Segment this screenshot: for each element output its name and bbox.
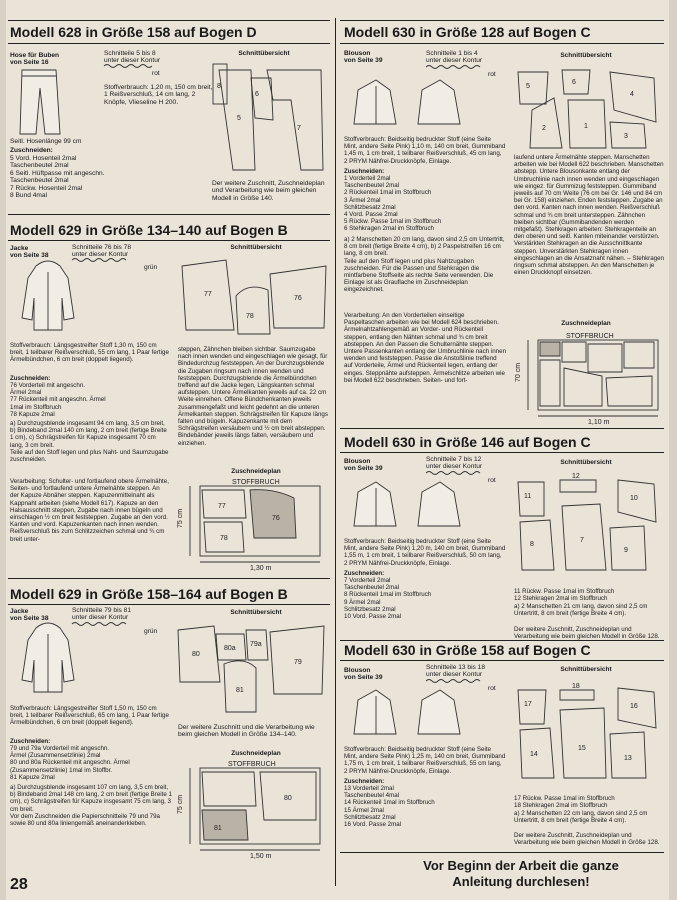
rule-630b-end <box>340 640 664 641</box>
rule-629b <box>8 604 330 605</box>
dim-height: 75 cm <box>177 794 184 814</box>
zuschneiden-cont-630c <box>514 795 664 809</box>
cut-item: Ärmel (Zusammensetzlinie) 2mal <box>10 752 101 760</box>
verarbeitung-cont-629a: steppen, Zähnchen bleiben sichtbar. Saumzugabe nach innen wenden und eingeschlagen wie gesagt, für Bindedurchzug feststeppen. An der Durchzugsblende die Zugaben ringsum nach innen wenden und feststeppen. Durchzugsblende die Ärmelbündchen treffend auf die Jacke legen, Längskanten schmal aufsteppen. Untere Ärmelkanten jeweils auf ca. 22 cm Weite einreihen. Offene Bündchenkanten jeweils zusammengefaßt und leicht gedehnt an die unteren Ärmelkanten steppen. Schrägstreifen für Kapuze längs falten und bügeln. Kapuzenkante mit dem Schrägstreifen versäubern und ½ cm breit absteppen. Bindebänder jeweils längs falten, versäubern und einziehen. <box>178 346 328 447</box>
pattern-instructions-page <box>6 0 669 900</box>
rule-630a-end <box>340 428 664 429</box>
rule-630c <box>340 660 664 661</box>
cut-item: Schlitzbesatz 2mal <box>344 813 396 821</box>
verarbeitung-630a: Verarbeitung: An den Vorderteilen einseitige Paspeltaschen arbeiten wie bei Modell 624 beschrieben. Ärmelnahtzahlengemäß an Vorder- und Rückenteil steppen, entlang den Nähten schmal und ¾ cm breit absteppen. An den Passen die Schulternähte steppen. Untere Passenkanten entlang der Umbruchlinie nach innen wenden und feststeppen. Passe die Anstoßlinie treffend auf Vorderteile, Ärmel und Rückenteil legen, entlang der einges. Steppnähte aufsteppen. Ärmelschlitze arbeiten wie bei Modell 622 beschrieben. Seiten- und fort- <box>344 312 507 384</box>
cut-item: 78 Kapuze 2mal <box>10 410 55 418</box>
extra-629a: a) Durchzugsblende insgesamt 94 cm lang, 3,5 cm breit, b) Bindeband 2mal 140 cm lang, 2 cm breit (fertige Breite 1 cm), c) Schrägstreifen für Kapuze insgesamt 70 cm lang, 3 cm breit. Teile auf den Stoff legen und plus Naht- und Saumzugabe zuschneiden. <box>10 420 169 464</box>
header-630b: Modell 630 in Größe 146 auf Bogen C <box>344 434 591 450</box>
zuschneiden-list-629a <box>10 382 170 418</box>
header-630a: Modell 630 in Größe 128 auf Bogen C <box>344 24 591 40</box>
zuschneiden-cont-630b <box>514 588 664 602</box>
piece-label: 3 <box>624 133 628 140</box>
cut-item: 1 Vorderteil 2mal <box>344 175 391 182</box>
cut-item: 12 Stehkragen 2mal im Stoffbruch <box>514 595 608 603</box>
piece-label: 15 <box>578 745 586 752</box>
piece-label: 76 <box>294 295 302 302</box>
verarbeitung-cont-630a: laufend untere Ärmelnähte steppen. Manschetten arbeiten wie bei Modell 622 beschrieben. Manschetten abstepp. Untere Blousonkante entlang der Umbruchlinie nach innen wenden und eingeschlagen wie eingez. für Gummizug feststeppen. Gummiband jeweils auf 70 cm Weite (76 cm bei Gr. 146 und 84 cm bei Gr. 158) einziehen. Enden feststeppen. Zugabe an den vord. Kanten nach innen wenden. Reißverschluß schmal und ¾ cm breit untersteppen. Zähnchen bleiben sichtbar (Gummibandenden werden mitgefaßt). Stehkragen arbeiten: Stehkragenteile an den oberen und seitl. Kanten miteinander verstürzen. Verstärkten Stehkragen an die Ausschnittkante steppen. Unverstärkten Stehkragen innen eingeschlagen an die Ansatznaht nähen. – Stehkragen ringsum schmal absteppen. An den Manschetten je einen Druckknopf einsetzen. <box>514 154 664 277</box>
blouson-illustration-630a <box>348 76 498 136</box>
cut-item: 3 Ärmel 2mal <box>344 196 381 204</box>
cut-item: 15 Ärmel 2mal <box>344 806 384 814</box>
blouson-illustration-630c <box>348 688 498 744</box>
note-628: Der weitere Zuschnitt, Zuschneideplan und Verarbeitung wie beim gleichen Modell in Größe 140. <box>212 180 325 202</box>
stoffbruch-label: STOFFBRUCH <box>566 333 614 340</box>
cut-item: (Zusammensetzlinie) 1mal im Stoffbr. <box>10 766 113 774</box>
top-rule-630a <box>340 20 664 21</box>
cut-item: 2 Rückenteil 1mal im Stoffbruch <box>344 189 432 197</box>
color-628: rot <box>152 70 160 77</box>
rule-628-end <box>8 214 330 215</box>
cut-item: Schlitzbesatz 2mal <box>344 203 396 211</box>
zuschneideplan-630a <box>515 332 662 426</box>
cut-item: 7 Rückw. Hosenteil 2mal <box>10 184 83 192</box>
cut-item: Taschenbeutel 2mal <box>344 584 400 592</box>
dim-width: 1,30 m <box>250 565 272 572</box>
cut-item: 8 Rückenteil 1mal im Stoffbruch <box>344 591 432 599</box>
cut-item: 76 Vorderteil mit angeschn. <box>10 382 85 389</box>
piece-label: 5 <box>526 83 530 90</box>
piece-label: 4 <box>630 91 634 98</box>
source-630b: Blouson von Seite 39 <box>344 458 383 473</box>
stoff-630a: Stoffverbrauch: Beidseitig bedruckter Stoff (eine Seite Mint, andere Seite Pink) 1,10 m, 140 cm breit, Gummiband 1,45 m, 1 cm breit, 1 teilbarer Reißverschluß, 45 cm lang, 2 PRYM Nähfrei-Druckknöpfe, Einlage. <box>344 136 506 165</box>
schnitt-title-630c: Schnittübersicht <box>560 666 612 673</box>
cut-item: 81 Kapuze 2mal <box>10 773 55 781</box>
verarbeitung-629a: Verarbeitung: Schulter- und fortlaufend obere Ärmelnähte, Seiten- und fortlaufend untere Ärmelnähte steppen. An der Kapuze Abnäher steppen. Kapuzenmittelnaht als Kappnaht arbeiten (siehe Modell 617). Kapuze an den Halsausschnitt steppen, Zugabe nach innen bügeln und einschlagen ½ cm breit feststeppen. Zugabe an den vord. Kanten und vord. Kapuzenkanten nach innen wenden. Reißverschluß bis zum Schlitzzeichen schmal und ¾ cm breit unter- <box>10 478 169 543</box>
piece-label: 13 <box>624 755 632 762</box>
piece-label: 10 <box>630 495 638 502</box>
piece-label: 76 <box>272 515 280 522</box>
top-rule-628 <box>8 20 330 21</box>
cut-item: 4 Vord. Passe 2mal <box>344 211 398 219</box>
schnitt-diagram-629a <box>178 256 330 346</box>
jacket-illustration-629b <box>18 620 78 700</box>
zuschneideplan-629b <box>177 760 324 860</box>
cut-item: 8 Bund 4mal <box>10 192 48 200</box>
dim-height: 75 cm <box>177 508 184 528</box>
piece-label: 11 <box>524 493 532 500</box>
zuschneiden-title-630b: Zuschneiden: <box>344 570 385 577</box>
zuschneideplan-629a <box>177 478 324 572</box>
piece-label: 2 <box>542 125 546 132</box>
zuschneiden-title-630a: Zuschneiden: <box>344 168 385 175</box>
schnitt-diagram-628 <box>211 60 329 178</box>
plan-title-630a: Zuschneideplan <box>561 320 611 327</box>
header-628: Modell 628 in Größe 158 auf Bogen D <box>10 24 257 40</box>
cut-item: Schlitzbesatz 2mal <box>344 605 396 613</box>
rule-629a <box>8 240 330 241</box>
cut-item: 17 Rückw. Passe 1mal im Stoffbruch <box>514 795 615 802</box>
piece-label: 18 <box>572 683 580 690</box>
cut-item: 9 Ärmel 2mal <box>344 598 381 606</box>
cut-item: 80 und 80a Rückenteil mit angeschn. Ärmel <box>10 759 130 767</box>
schnitt-title-629b: Schnittübersicht <box>230 609 282 616</box>
zuschneiden-list-630a <box>344 175 506 233</box>
cut-item: Taschenbeutel 2mal <box>10 162 69 170</box>
schnitt-diagram-630a <box>514 64 664 154</box>
cut-note-629a: Schnitteile 76 bis 78 unter dieser Kontur <box>72 244 132 259</box>
extra-630a: a) 2 Manschetten 20 cm lang, davon sind 2,5 cm Untertritt, 8 cm breit (fertige Breite 4 cm), b) 2 Paspelstreifen 16 cm lang, 8 cm breit. Teile auf den Stoff legen und plus Nahtzugaben zuschneiden. Für die Passen und Stehkragen die mintfarbene Stoffseite als rechte Seite verwenden. Die Einlage ist als Grauflache im Zuschneideplan eingezeichnet. <box>344 236 505 294</box>
rule-630a <box>340 43 664 44</box>
source-629b: Jacke von Seite 38 <box>10 608 49 623</box>
piece-label: 6 <box>255 91 259 98</box>
cut-note-630a: Schnitteile 1 bis 4 unter dieser Kontur <box>426 50 483 65</box>
stoffbruch-label: STOFFBRUCH <box>228 761 276 768</box>
piece-label: 81 <box>236 687 244 694</box>
piece-label: 6 <box>572 79 576 86</box>
contour-wave-630a <box>426 64 521 72</box>
stoffbruch-label: STOFFBRUCH <box>232 479 280 486</box>
cut-item: 11 Rückw. Passe 1mal im Stoffbruch <box>514 588 615 595</box>
cut-item: 77 Rückenteil mit angeschn. Ärmel <box>10 396 106 404</box>
piece-label: 81 <box>214 825 222 832</box>
color-630b: rot <box>488 477 496 484</box>
cut-item: 7 Vorderteil 2mal <box>344 577 391 584</box>
piece-label: 9 <box>624 547 628 554</box>
color-630a: rot <box>488 71 496 78</box>
cut-item: 6 Stehkragen 2mal im Stoffbruch <box>344 225 434 233</box>
zuschneiden-title-630c: Zuschneiden: <box>344 778 385 785</box>
cut-item: 16 Vord. Passe 2mal <box>344 821 402 829</box>
cut-note-628: Schnitteile 5 bis 8 unter dieser Kontur <box>104 50 161 65</box>
cut-item: 5 Vord. Hosenteil 2mal <box>10 155 77 162</box>
note-630c: Der weitere Zuschnitt, Zuschneideplan und Verarbeitung wie beim gleichen Modell in Größe 128. <box>514 832 660 847</box>
stoff-629a: Stoffverbrauch: Längsgestreifter Stoff 1,30 m, 150 cm breit, 1 teilbarer Reißverschluß, 55 cm lang, 1 Paar fertige Ärmelbündchen, 6 cm breit (doppelt liegend). <box>10 342 169 364</box>
piece-label: 5 <box>237 115 241 122</box>
cut-note-629b: Schnitteile 79 bis 81 unter dieser Kontur <box>72 607 132 622</box>
piece-label: 80 <box>284 795 292 802</box>
cut-note-630c: Schnitteile 13 bis 18 unter dieser Kontur <box>426 664 486 679</box>
page-number: 28 <box>10 876 28 893</box>
piece-label: 79a <box>250 641 262 648</box>
piece-label: 77 <box>204 291 212 298</box>
rule-629a-end <box>8 578 330 579</box>
source-628: Hose für Buben von Seite 16 <box>10 52 60 67</box>
column-divider <box>335 18 336 886</box>
source-629a: Jacke von Seite 38 <box>10 245 49 260</box>
piece-label: 79 <box>294 659 302 666</box>
color-630c: rot <box>488 685 496 692</box>
schnitt-diagram-630b <box>514 472 664 576</box>
zuschneiden-title-629b: Zuschneiden: <box>10 738 51 745</box>
piece-label: 7 <box>297 125 301 132</box>
zuschneiden-title-628: Zuschneiden: <box>10 147 53 154</box>
schnitt-title-629a: Schnittübersicht <box>230 244 282 251</box>
source-630a: Blouson von Seite 39 <box>344 50 383 65</box>
color-629a: grün <box>144 264 158 271</box>
cut-item: 1mal im Stoffbruch <box>10 403 62 411</box>
stoff-630b: Stoffverbrauch: Beidseitig bedruckter Stoff (eine Seite Mint, andere Seite Pink) 1,20 m, 140 cm breit, Gummiband 1,55 m, 1 cm breit, 1 teilbarer Reißverschluß, 50 cm lang, 2 PRYM Nähfrei-Druckknöpfe, Einlage. <box>344 538 506 567</box>
rule-630c-end <box>340 852 664 853</box>
contour-wave-630c <box>426 678 521 686</box>
stoff-630c: Stoffverbrauch: Beidseitig bedruckter Stoff (eine Seite Mint, andere Seite Pink) 1,25 m, 140 cm breit, Gummiband 1,75 m, 1 cm breit, 1 teilbarer Reißverschluß, 55 cm lang, 2 PRYM Nähfrei-Druckknöpfe, Einlage. <box>344 746 506 775</box>
piece-label: 78 <box>220 535 228 542</box>
stoff-629b: Stoffverbrauch: Längsgestreifter Stoff 1,50 m, 150 cm breit, 1 teilbarer Reißverschluß, 65 cm lang, 1 Paar fertige Ärmelbündchen, 6 cm breit (doppelt liegend). <box>10 705 169 727</box>
schnitt-title-628: Schnittübersicht <box>238 50 290 57</box>
header-629a: Modell 629 in Größe 134–140 auf Bogen B <box>10 222 288 238</box>
color-629b: grün <box>144 628 158 635</box>
extra-630c: a) 2 Manschetten 22 cm lang, davon sind 2,5 cm Untertritt, 8 cm breit (fertige Breite 4 cm). <box>514 810 648 825</box>
cut-item: Taschenbeutel 4mal <box>344 792 400 800</box>
cut-item: 18 Stehkragen 2mal im Stoffbruch <box>514 802 608 810</box>
piece-label: 80 <box>192 651 200 658</box>
piece-label: 8 <box>530 541 534 548</box>
piece-label: 17 <box>524 701 532 708</box>
zuschneiden-list-630c <box>344 785 506 828</box>
zuschneiden-list-629b <box>10 745 172 781</box>
rule-630b <box>340 452 664 453</box>
cut-item: Taschenbeutel 2mal <box>344 182 400 190</box>
piece-label: 77 <box>218 503 226 510</box>
dim-width: 1,10 m <box>588 419 610 426</box>
extra-629b: a) Durchzugsblende insgesamt 107 cm lang, 3,5 cm breit, b) Bindeband 2mal 148 cm lang, 2 cm breit (fertige Breite 1 cm), c) Schrägstreifen für Kapuze insgesamt 75 cm lang, 3 cm breit. Vor dem Zuschneiden die Papierschnitteile 79 und 79a sowie 80 und 80a liniengemäß aneinanderkleben. <box>10 784 172 828</box>
extra-630b: a) 2 Manschetten 21 cm lang, davon sind 2,5 cm Untertritt, 8 cm breit (fertige Breite 4 cm). <box>514 603 648 618</box>
schnitt-diagram-629b <box>174 620 330 720</box>
zuschneiden-list-630b <box>344 577 506 620</box>
piece-label: 14 <box>530 751 538 758</box>
hosenlaenge-628: Seitl. Hosenlänge 99 cm <box>10 138 82 145</box>
cut-item: 13 Vorderteil 2mal <box>344 785 394 792</box>
cut-item: 6 Seitl. Hüftpasse mit angeschn. <box>10 169 105 177</box>
blouson-illustration-630b <box>348 480 498 536</box>
piece-label: 1 <box>584 123 588 130</box>
source-630c: Blouson von Seite 39 <box>344 667 383 682</box>
plan-title-629b: Zuschneideplan <box>231 750 281 757</box>
header-630c: Modell 630 in Größe 158 auf Bogen C <box>344 642 591 658</box>
piece-label: 80a <box>224 645 236 652</box>
schnitt-diagram-630c <box>514 680 664 784</box>
piece-label: 12 <box>572 473 580 480</box>
schnitt-title-630b: Schnittübersicht <box>560 459 612 466</box>
plan-title-629a: Zuschneideplan <box>231 468 281 475</box>
cut-item: 5 Rückw. Passe 1mal im Stoffbruch <box>344 218 442 226</box>
trousers-illustration <box>12 68 72 138</box>
note-630b: Der weitere Zuschnitt, Zuschneideplan und Verarbeitung wie beim gleichen Modell in Größe 128. <box>514 626 660 641</box>
stoff-628: Stoffverbrauch: 1,20 m, 150 cm breit, 1 Reißverschluß, 14 cm lang, 2 Knöpfe, Vlieseline H 200. <box>104 84 213 106</box>
piece-label: 78 <box>246 313 254 320</box>
closing-note: Vor Beginn der Arbeit die ganze Anleitung durchlesen! <box>423 858 619 889</box>
cut-note-630b: Schnitteile 7 bis 12 unter dieser Kontur <box>426 456 483 471</box>
dim-height: 70 cm <box>515 362 522 382</box>
header-629b: Modell 629 in Größe 158–164 auf Bogen B <box>10 586 288 602</box>
jacket-illustration-629a <box>18 258 78 338</box>
cut-item: Ärmel 2mal <box>10 389 42 397</box>
piece-label: 16 <box>630 703 638 710</box>
cut-item: 79 und 79a Vorderteil mit angeschn. <box>10 745 110 752</box>
cut-item: 10 Vord. Passe 2mal <box>344 613 402 621</box>
schnitt-title-630a: Schnittübersicht <box>560 52 612 59</box>
piece-label: 7 <box>580 537 584 544</box>
note-629b: Der weitere Zuschnitt und die Verarbeitung wie beim gleichen Modell in Größe 134–140. <box>178 724 315 739</box>
cut-item: Taschenbeutel 2mal <box>10 177 69 185</box>
zuschneiden-list-628 <box>10 155 160 199</box>
rule-628 <box>8 43 330 44</box>
piece-label: 8 <box>217 83 221 90</box>
zuschneiden-title-629a: Zuschneiden: <box>10 375 51 382</box>
cut-item: 14 Rückenteil 1mal im Stoffbruch <box>344 799 435 807</box>
dim-width: 1,50 m <box>250 853 272 860</box>
contour-wave-630b <box>426 470 521 478</box>
